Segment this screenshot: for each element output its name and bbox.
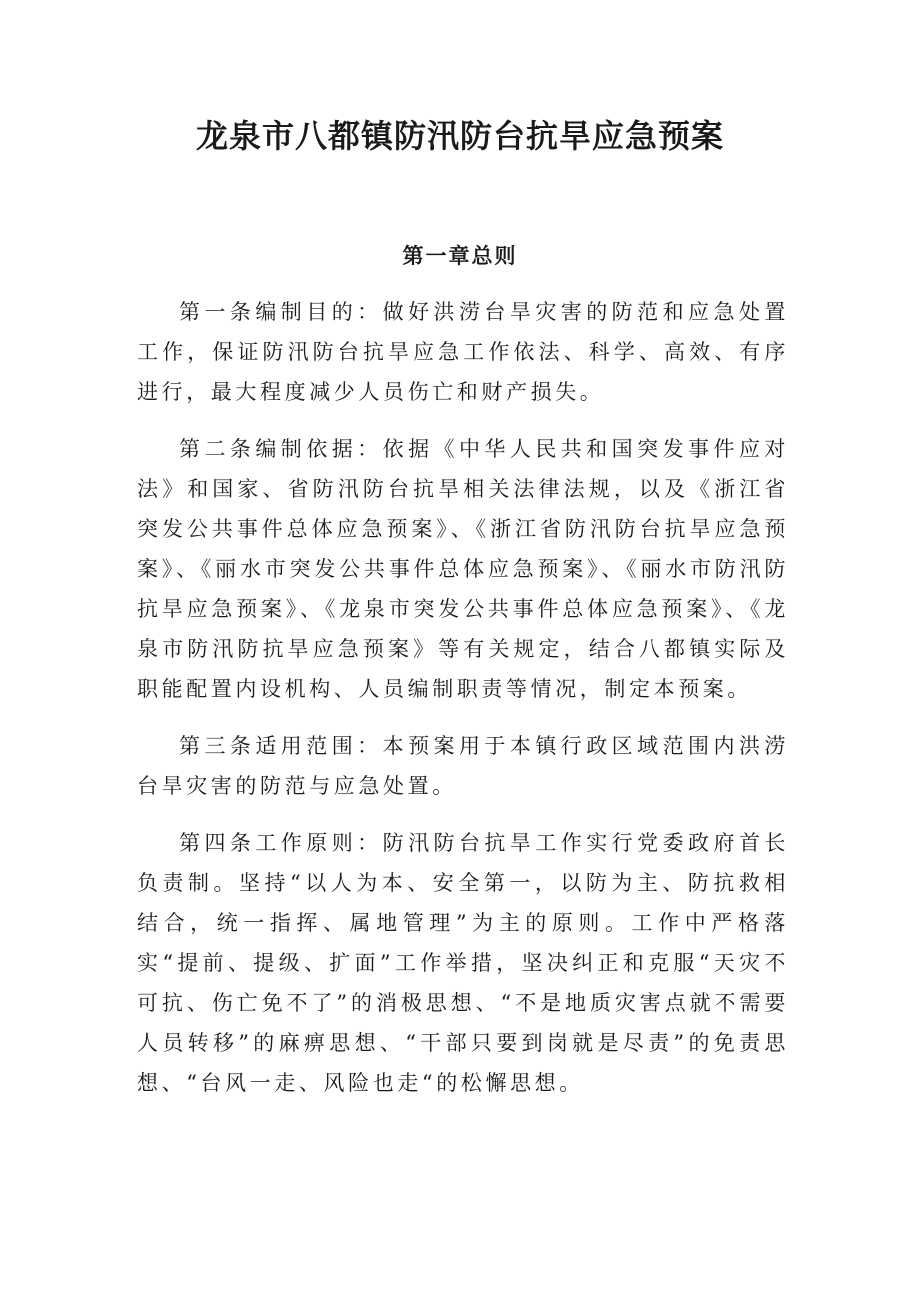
article-3-paragraph: 第三条适用范围：本预案用于本镇行政区域范围内洪涝台旱灾害的防范与应急处置。 [137,734,789,798]
document-title: 龙泉市八都镇防汛防台抗旱应急预案 [195,117,724,155]
article-1-paragraph: 第一条编制目的：做好洪涝台旱灾害的防范和应急处置工作，保证防汛防台抗旱应急工作依法、科学、高效、有序进行，最大程度减少人员伤亡和财产损失。 [137,300,789,404]
document-body [137,292,789,1120]
chapter-heading: 第一章总则 [402,243,518,268]
article-2-paragraph: 第二条编制依据：依据《中华人民共和国突发事件应对法》和国家、省防汛防台抗旱相关法律法规，以及《浙江省突发公共事件总体应急预案》、《浙江省防汛防台抗旱应急预案》、《丽水市突发公共事件总体应急预案》、《丽水市防汛防抗旱应急预案》、《龙泉市突发公共事件总体应急预案》、《龙泉市防汛防抗旱应急预案》等有关规定，结合八都镇实际及职能配置内设机构、人员编制职责等情况，制定本预案。 [137,437,789,701]
article-4-paragraph: 第四条工作原则：防汛防台抗旱工作实行党委政府首长负责制。坚持“以人为本、安全第一，以防为主、防抗救相结合，统一指挥、属地管理”为主的原则。工作中严格落实“提前、提级、扩面”工作举措，坚决纠正和克服“天灾不可抗、伤亡免不了”的消极思想、“不是地质灾害点就不需要人员转移”的麻痹思想、“干部只要到岗就是尽责”的免责思想、“台风一走、风险也走“的松懈思想。 [137,831,789,1095]
